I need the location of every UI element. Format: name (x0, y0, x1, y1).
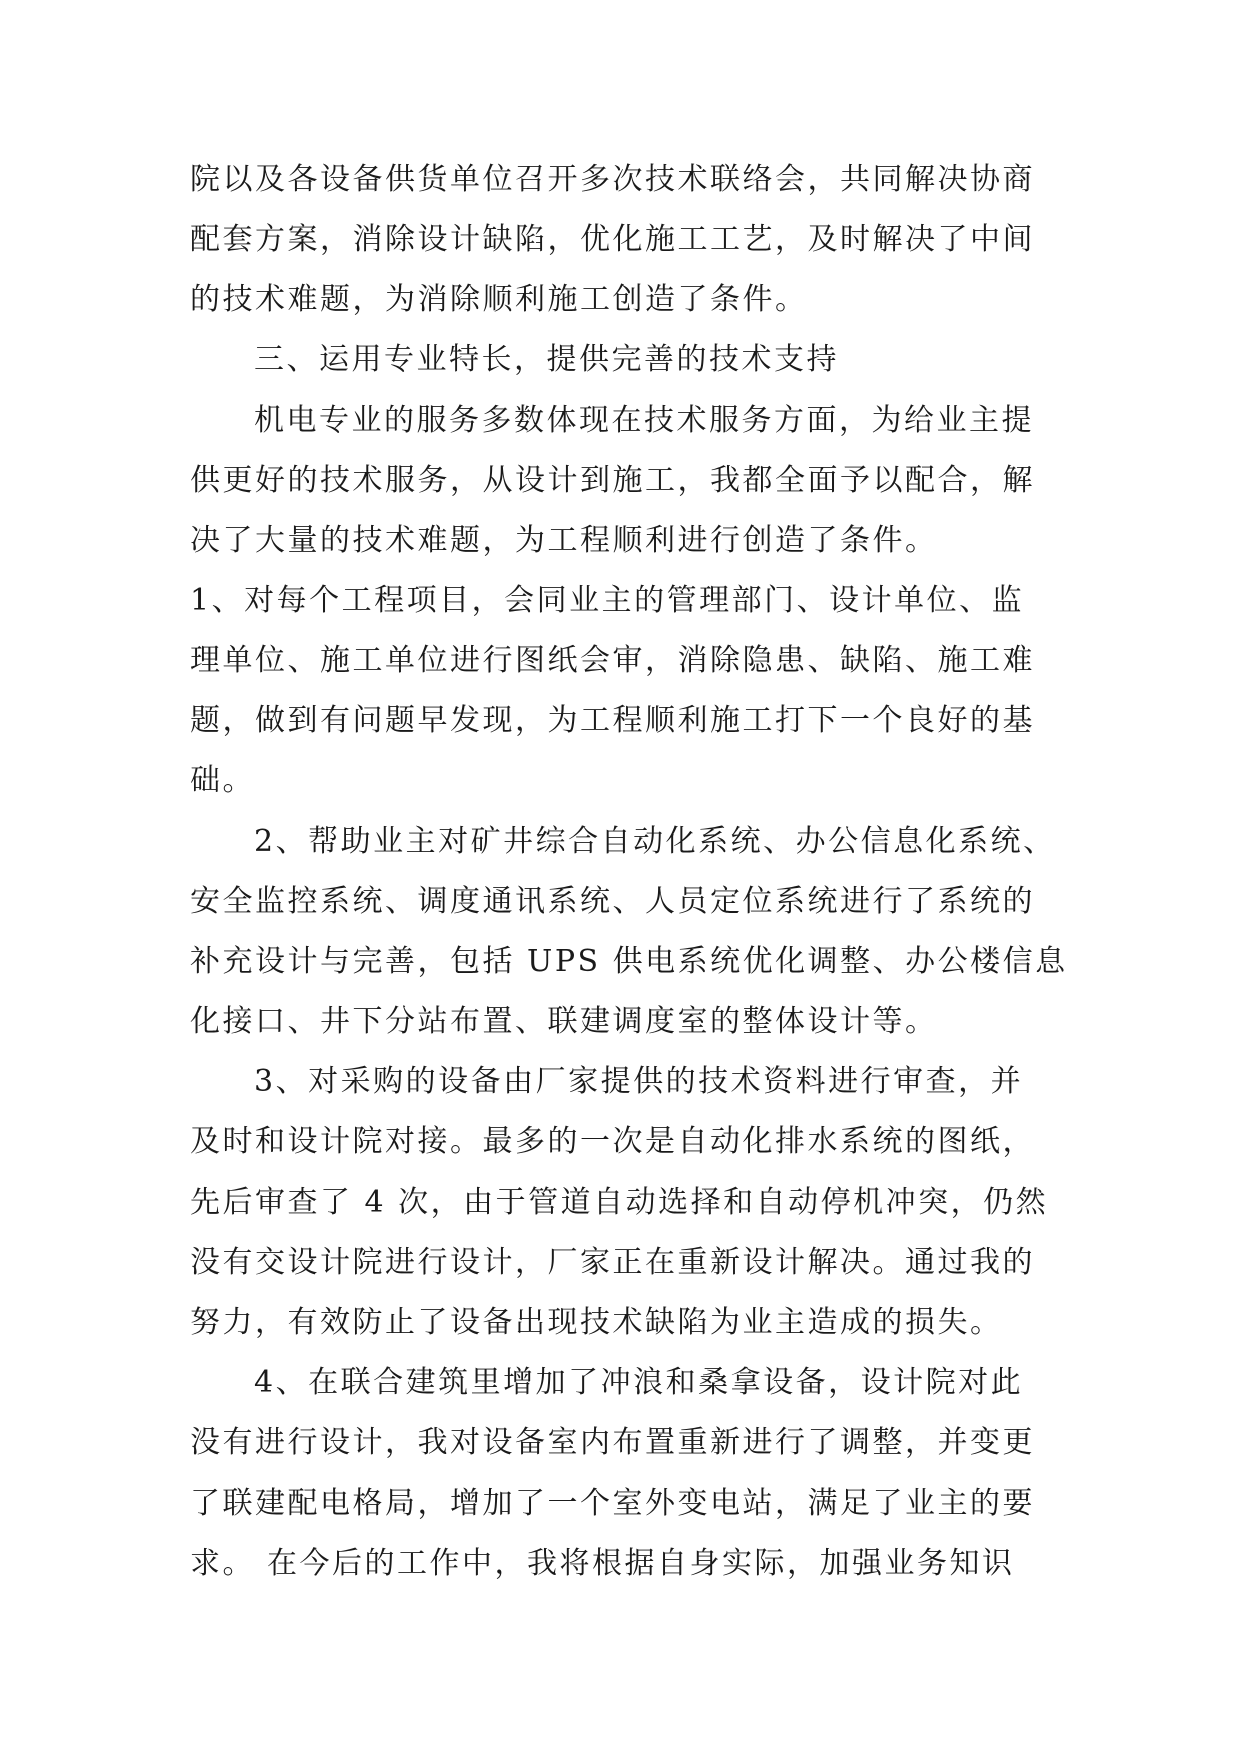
text-line: 础。 (190, 763, 255, 798)
text-line: 4、在联合建筑里增加了冲浪和桑拿设备，设计院对此 (254, 1365, 1024, 1400)
text-line: 理单位、施工单位进行图纸会审，消除隐患、缺陷、施工难 (190, 643, 1035, 678)
text-line: 供更好的技术服务，从设计到施工，我都全面予以配合，解 (190, 463, 1035, 498)
text-line: 求。 在今后的工作中，我将根据自身实际，加强业务知识 (190, 1546, 1015, 1581)
text-line: 1、对每个工程项目，会同业主的管理部门、设计单位、监 (190, 583, 1025, 618)
section-heading: 三、运用专业特长，提供完善的技术支持 (254, 342, 839, 377)
text-line: 化接口、井下分站布置、联建调度室的整体设计等。 (190, 1004, 938, 1039)
text-line: 及时和设计院对接。最多的一次是自动化排水系统的图纸， (190, 1124, 1035, 1159)
text-line: 配套方案，消除设计缺陷，优化施工工艺，及时解决了中间 (190, 222, 1035, 257)
text-line: 努力，有效防止了设备出现技术缺陷为业主造成的损失。 (190, 1305, 1003, 1340)
text-line: 机电专业的服务多数体现在技术服务方面，为给业主提 (254, 403, 1034, 438)
text-line: 没有交设计院进行设计，厂家正在重新设计解决。通过我的 (190, 1245, 1035, 1280)
text-line: 3、对采购的设备由厂家提供的技术资料进行审查，并 (254, 1064, 1024, 1099)
text-line: 没有进行设计，我对设备室内布置重新进行了调整，并变更 (190, 1425, 1035, 1460)
text-line: 了联建配电格局，增加了一个室外变电站，满足了业主的要 (190, 1486, 1035, 1521)
text-line: 题，做到有问题早发现，为工程顺利施工打下一个良好的基 (190, 703, 1035, 738)
text-line: 院以及各设备供货单位召开多次技术联络会，共同解决协商 (190, 162, 1035, 197)
text-line: 补充设计与完善，包括 UPS 供电系统优化调整、办公楼信息 (190, 944, 1068, 979)
text-line: 决了大量的技术难题，为工程顺利进行创造了条件。 (190, 523, 938, 558)
text-line: 2、帮助业主对矿井综合自动化系统、办公信息化系统、 (254, 824, 1056, 859)
text-line: 的技术难题，为消除顺利施工创造了条件。 (190, 282, 808, 317)
text-line: 安全监控系统、调度通讯系统、人员定位系统进行了系统的 (190, 884, 1035, 919)
text-line: 先后审查了 4 次，由于管道自动选择和自动停机冲突，仍然 (190, 1185, 1049, 1220)
